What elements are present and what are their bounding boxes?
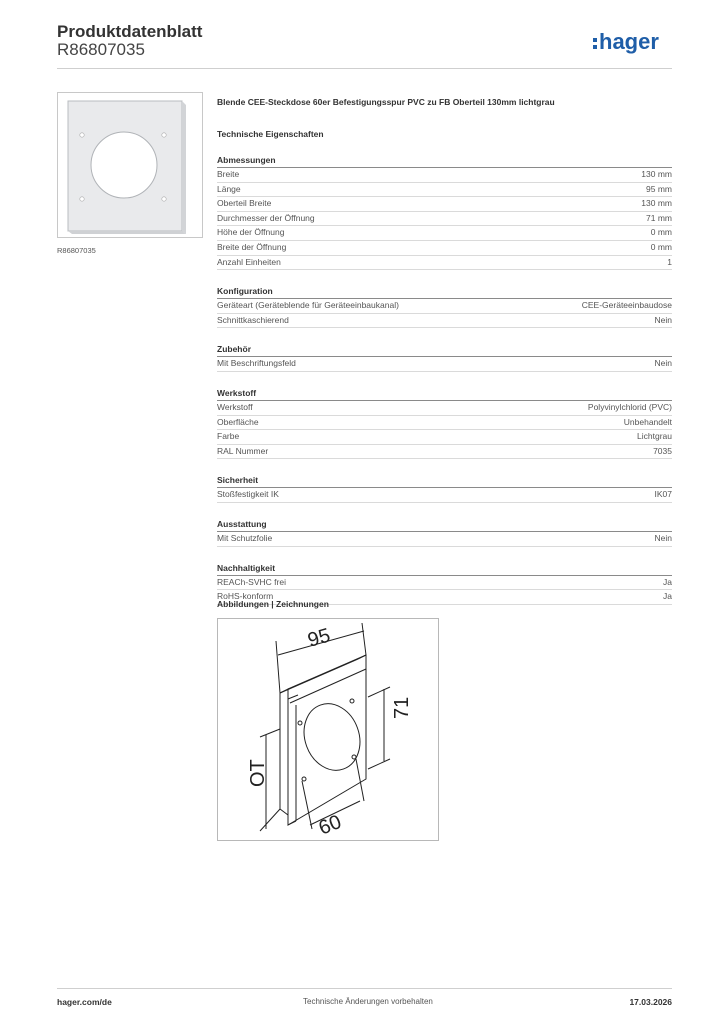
- spec-section: [217, 387, 672, 459]
- spec-row: [217, 430, 672, 445]
- section-title: Nachhaltigkeit: [217, 562, 672, 576]
- spec-label: Werkstoff: [217, 401, 253, 412]
- spec-value: 1: [667, 256, 672, 267]
- spec-value: 95 mm: [646, 183, 672, 194]
- spec-label: Anzahl Einheiten: [217, 256, 281, 267]
- dim-width-label: 95: [305, 624, 333, 652]
- section-title: Ausstattung: [217, 518, 672, 532]
- spec-value: 0 mm: [650, 241, 672, 252]
- spec-value: CEE-Geräteeinbaudose: [581, 300, 672, 311]
- spec-value: 0 mm: [650, 227, 672, 238]
- spec-label: Höhe der Öffnung: [217, 227, 285, 238]
- product-photo: [57, 92, 203, 238]
- spec-row: [217, 532, 672, 547]
- spec-label: RAL Nummer: [217, 445, 269, 456]
- spec-value: Ja: [663, 591, 672, 602]
- spec-label: Breite der Öffnung: [217, 241, 287, 252]
- section-title: Abmessungen: [217, 154, 672, 168]
- section-title: Sicherheit: [217, 474, 672, 488]
- spec-label: Stoßfestigkeit IK: [217, 489, 279, 500]
- spec-label: RoHS-konform: [217, 591, 274, 602]
- spec-row: [217, 576, 672, 591]
- spec-row: [217, 183, 672, 198]
- spec-value: Unbehandelt: [623, 416, 672, 427]
- photo-caption: R86807035: [57, 246, 96, 255]
- svg-text:hager: hager: [599, 29, 659, 54]
- spec-row: [217, 314, 672, 329]
- spec-row: [217, 357, 672, 372]
- header-divider: [57, 68, 672, 69]
- spec-sections: [217, 154, 672, 605]
- spec-value: Nein: [654, 532, 672, 543]
- section-title: Werkstoff: [217, 387, 672, 401]
- dim-diameter-label: 71: [391, 696, 413, 719]
- page-title: Produktdatenblatt: [57, 22, 203, 41]
- spec-label: Breite: [217, 169, 240, 179]
- spec-row: [217, 168, 672, 183]
- spec-label: REACh-SVHC frei: [217, 576, 286, 587]
- spec-value: 71 mm: [646, 212, 672, 223]
- spec-section: [217, 343, 672, 372]
- spec-content: [217, 96, 672, 605]
- spec-row: [217, 226, 672, 241]
- spec-row: [217, 212, 672, 227]
- spec-label: Oberteil Breite: [217, 198, 272, 209]
- spec-value: 130 mm: [641, 169, 672, 179]
- section-title: Konfiguration: [217, 285, 672, 299]
- spec-label: Schnittkaschierend: [217, 314, 289, 325]
- spec-row: [217, 488, 672, 503]
- hager-logo: [592, 26, 674, 58]
- tech-properties-title: Technische Eigenschaften: [217, 129, 324, 139]
- footer-date: 17.03.2026: [629, 997, 672, 1007]
- spec-row: [217, 197, 672, 212]
- spec-row: [217, 241, 672, 256]
- spec-value: IK07: [654, 489, 672, 500]
- spec-label: Länge: [217, 183, 241, 194]
- spec-label: Durchmesser der Öffnung: [217, 212, 315, 223]
- spec-row: [217, 256, 672, 271]
- spec-label: Mit Beschriftungsfeld: [217, 358, 296, 369]
- spec-section: [217, 518, 672, 547]
- spec-row: [217, 299, 672, 314]
- spec-section: [217, 474, 672, 503]
- spec-label: Farbe: [217, 431, 240, 442]
- spec-row: [217, 401, 672, 416]
- spec-value: Ja: [663, 576, 672, 587]
- spec-row: [217, 416, 672, 431]
- footer-website[interactable]: hager.com/de: [57, 997, 112, 1007]
- product-number: R86807035: [57, 40, 145, 59]
- spec-value: Nein: [654, 314, 672, 325]
- dim-height-label: OT: [247, 759, 269, 787]
- spec-value: Nein: [654, 358, 672, 369]
- spec-row: [217, 445, 672, 460]
- spec-label: Mit Schutzfolie: [217, 532, 273, 543]
- spec-value: 7035: [653, 445, 672, 456]
- spec-label: Geräteart (Geräteblende für Geräteeinbaukanal): [217, 300, 399, 311]
- spec-section: [217, 154, 672, 270]
- section-title: Zubehör: [217, 343, 672, 357]
- spec-section: [217, 285, 672, 328]
- spec-value: Polyvinylchlorid (PVC): [587, 401, 672, 412]
- drawings-title: Abbildungen | Zeichnungen: [217, 599, 329, 609]
- spec-value: 130 mm: [641, 198, 672, 209]
- technical-drawing: [217, 618, 439, 841]
- product-title: Blende CEE-Steckdose 60er Befestigungsspur PVC zu FB Oberteil 130mm lichtgrau: [217, 97, 555, 107]
- spec-label: Oberfläche: [217, 416, 259, 427]
- footer-divider: [57, 988, 672, 989]
- spec-value: Lichtgrau: [637, 431, 672, 442]
- dim-spacing-label: 60: [315, 810, 345, 840]
- footer-notice: Technische Änderungen vorbehalten: [303, 997, 433, 1006]
